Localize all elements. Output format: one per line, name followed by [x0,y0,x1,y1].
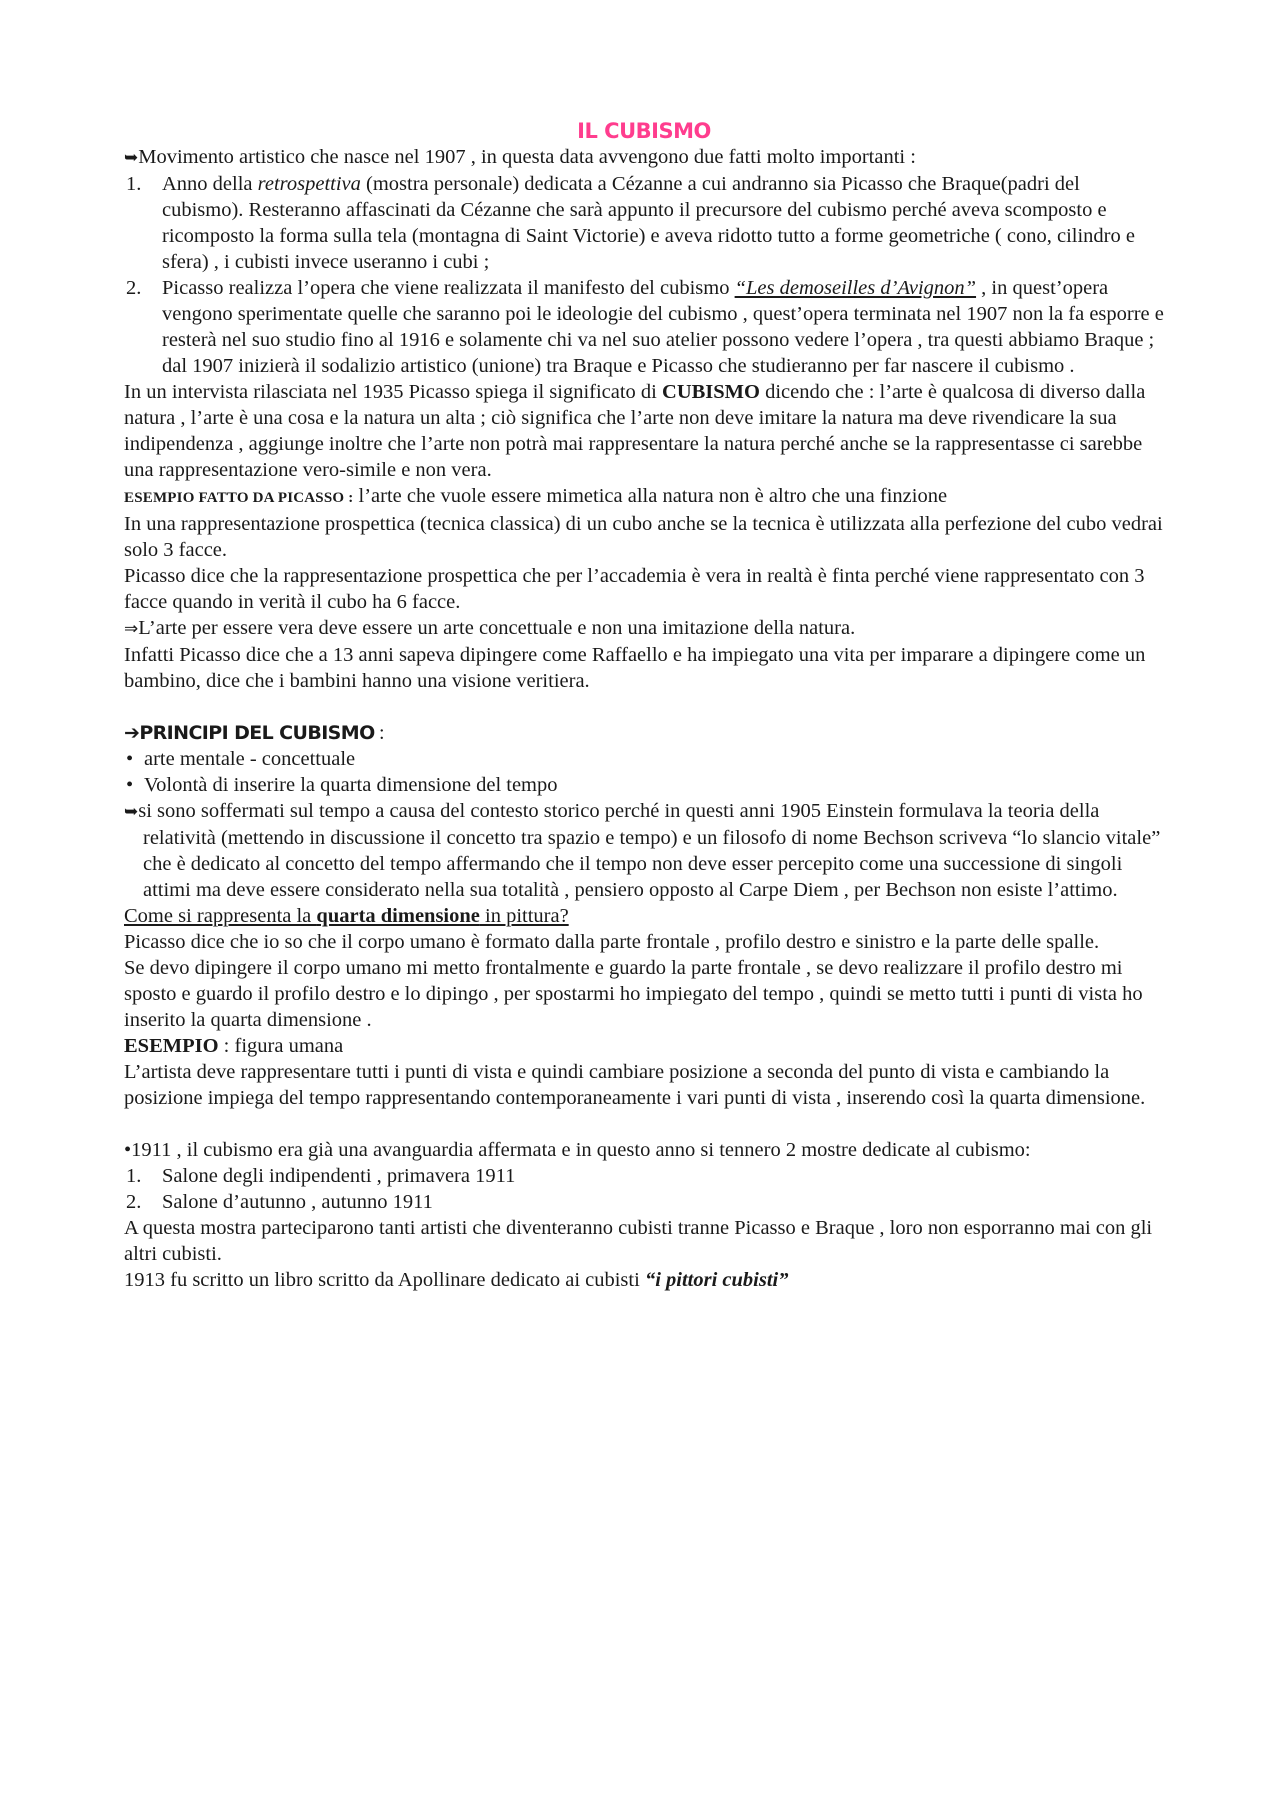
list-item: 1. Anno della retrospettiva (mostra personale) dedicata a Cézanne a cui andranno sia Picasso che Braque(padri del cubismo). Resteranno affascinati da Cézanne che sarà appunto il precursore del cubismo perché aveva scomposto e ricomposto la forma sulla tela (montagna di Saint Victorie) e aveva ridotto tutto a forme geometriche ( cono, cilindro e sfera) , i cubisti invece useranno i cubi ; [126,173,1135,273]
paragraph-esempio-picasso: ESEMPIO FATTO DA PICASSO : l’arte che vuole essere mimetica alla natura non è altro che una finzione [124,485,948,507]
example-label: ESEMPIO [124,1035,219,1057]
document-page [124,118,1164,1293]
paragraph-apollinare: 1913 fu scritto un libro scritto da Apollinare dedicato ai cubisti “i pittori cubisti” [124,1269,789,1291]
list-item: • arte mentale - concettuale [126,748,356,770]
arrow-icon: ➥ [124,802,139,822]
paragraph-accademia: Picasso dice che la rappresentazione prospettica che per l’accademia è vera in realtà è finta perché viene rappresentato con 3 facce quando in verità il cubo ha 6 facce. [124,565,1145,613]
numbered-list-origins [124,171,1164,379]
bold-term: CUBISMO [662,381,760,403]
artwork-title-link[interactable]: “Les demoseilles d’Avignon” [734,277,977,299]
list-item: 1. Salone degli indipendenti , primavera 1911 [126,1165,516,1187]
blank-line [124,1111,1164,1137]
double-arrow-icon: ⇒ [124,619,139,639]
intro-paragraph: ➥Movimento artistico che nasce nel 1907 , in questa data avvengono due fatti molto importanti : [124,146,916,168]
list-item: • Volontà di inserire la quarta dimensione del tempo [126,774,558,796]
list-number: 1. [126,173,142,195]
question-heading: Come si rappresenta la quarta dimensione in pittura? [124,905,569,927]
section-heading-principi: ➔PRINCIPI DEL CUBISMO : [124,722,384,744]
paragraph-concettuale: ⇒L’arte per essere vera deve essere un arte concettuale e non una imitazione della natura. [124,617,856,639]
list-item: 2. Salone d’autunno , autunno 1911 [126,1191,433,1213]
paragraph-artista: L’artista deve rappresentare tutti i punti di vista e quindi cambiare posizione a seconda del punto di vista e cambiando la posizione impiega del tempo rappresentando contemporaneamente i vari punti di vista , inserendo così la quarta dimensione. [124,1061,1146,1109]
paragraph-mostra: A questa mostra parteciparono tanti artisti che diventeranno cubisti tranne Picasso e Braque , loro non esporranno mai con gli altri cubisti. [124,1217,1153,1265]
paragraph-dipingere: Se devo dipingere il corpo umano mi metto frontalmente e guardo la parte frontale , se devo realizzare il profilo destro mi sposto e guardo il profilo destro e lo dipingo , per spostarmi ho impiegato del tempo , quindi se metto tutti i punti di vista ho inserito la quarta dimensione . [124,957,1143,1031]
paragraph-corpo: Picasso dice che io so che il corpo umano è formato dalla parte frontale , profilo destro e sinistro e la parte delle spalle. [124,931,1100,953]
arrow-icon: ➥ [124,148,139,168]
bold-term: quarta dimensione [316,905,480,927]
list-number: 2. [126,277,142,299]
italic-term: retrospettiva [257,173,361,195]
paragraph-raffaello: Infatti Picasso dice che a 13 anni sapeva dipingere come Raffaello e ha impiegato una vita per imparare a dipingere come un bambino, dice che i bambini hanno una visione veritiera. [124,644,1146,692]
paragraph-prospettica: In una rappresentazione prospettica (tecnica classica) di un cubo anche se la tecnica è utilizzata alla perfezione del cubo vedrai solo 3 facce. [124,513,1163,561]
list-item: 2. Picasso realizza l’opera che viene realizzata il manifesto del cubismo “Les demoseilles d’Avignon” , in quest’opera vengono sperimentate quelle che saranno poi le ideologie del cubismo , quest’opera terminata nel 1907 non la fa esporre e resterà nel suo studio fino al 1916 e solamente chi va nel suo atelier possono vedere l’opera , tra questi abbiamo Braque ; dal 1907 inizierà il sodalizio artistico (unione) tra Braque e Picasso che studieranno per far nascere il cubismo . [126,277,1164,377]
bullet-icon: • [126,774,134,796]
paragraph-esempio: ESEMPIO : figura umana [124,1035,344,1057]
document-title: IL CUBISMO [577,119,711,143]
paragraph-intervista: In un intervista rilasciata nel 1935 Picasso spiega il significato di CUBISMO dicendo che : l’arte è qualcosa di diverso dalla natura , l’arte è una cosa e la natura un alta ; ciò significa che l’arte non deve imitare la natura ma deve rivendicare la sua indipendenza , aggiunge inoltre che l’arte non potrà mai rappresentare la natura perché anche se la rappresentasse ci sarebbe una rappresentazione vero-simile e non vera. [124,381,1146,481]
list-number: 1. [126,1165,142,1187]
bullet-list-principi [124,746,1164,798]
list-number: 2. [126,1191,142,1213]
paragraph-einstein: ➥si sono soffermati sul tempo a causa del contesto storico perché in questi anni 1905 Einstein formulava la teoria della relatività (mettendo in discussione il concetto tra spazio e tempo) e un filosofo di nome Bechson scriveva “lo slancio vitale” che è dedicato al concetto del tempo affermando che il tempo non deve esser percepito come una successione di singoli attimi ma deve essere considerato nella sua totalità , pensiero opposto al Carpe Diem , per Bechson non esiste l’attimo. [124,800,1161,901]
bullet-icon: • [126,748,134,770]
paragraph-1911: •1911 , il cubismo era già una avanguardia affermata e in questo anno si tennero 2 mostre dedicate al cubismo: [124,1139,1031,1161]
arrow-right-icon: ➔ [124,722,140,744]
numbered-list-mostre [124,1163,1164,1215]
example-label: ESEMPIO FATTO DA PICASSO : [124,490,354,506]
book-title: “i pittori cubisti” [644,1269,789,1291]
